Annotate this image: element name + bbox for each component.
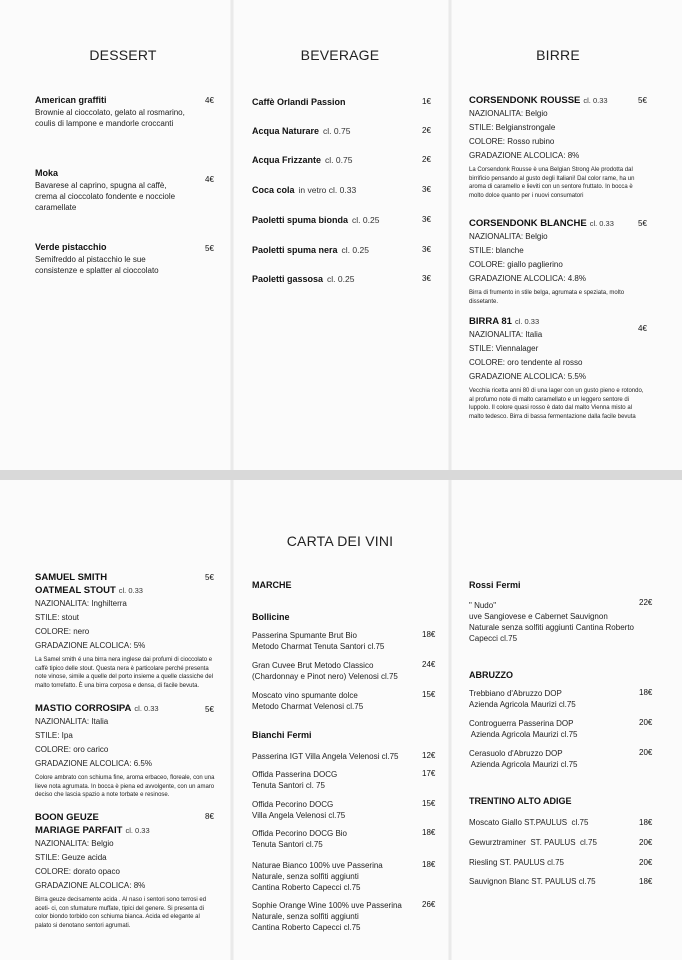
beer-item [469, 315, 647, 421]
beer-name: MASTIO CORROSIPA [35, 703, 132, 714]
beer-size: cl. 0.33 [514, 317, 540, 326]
beer-size: cl. 0.33 [118, 586, 143, 595]
beer-size: cl. 0.33 [583, 96, 608, 105]
wine-detail: Cantina Roberto Capecci cl.75 [252, 883, 361, 892]
wine-name: Gran Cuvee Brut Metodo Classico [252, 661, 374, 670]
item-price: 4€ [205, 96, 214, 105]
beer-size: cl. 0.33 [125, 826, 150, 835]
beer-abv: GRADAZIONE ALCOLICA: 5% [35, 641, 146, 650]
wine-item [252, 769, 427, 791]
item-price: 8€ [205, 812, 214, 821]
wine-item [469, 718, 619, 740]
item-name: Acqua Frizzante [252, 155, 322, 165]
beer-item [469, 217, 647, 306]
wine-item [252, 900, 427, 933]
item-size: cl. 0.75 [325, 155, 353, 165]
beer-nationality: NAZIONALITA: Italia [469, 330, 543, 339]
beer-color: COLORE: oro carico [35, 745, 109, 754]
beer-item [469, 94, 647, 200]
beer-description: Birra di frumento in stile belga, agrumata e speziata, molto dissetante. [469, 290, 625, 305]
item-price: 26€ [422, 900, 436, 909]
item-price: 18€ [639, 688, 653, 697]
item-price: 15€ [422, 799, 436, 808]
beer-nationality: NAZIONALITA: Italia [35, 717, 109, 726]
wine-detail: Tenuta Santori cl.75 [252, 840, 323, 849]
dessert-heading: DESSERT [89, 47, 157, 63]
region-heading-abruzzo: ABRUZZO [469, 670, 513, 680]
item-name: Acqua Naturare [252, 126, 320, 136]
wine-item: Riesling ST. PAULUS cl.75 [469, 858, 564, 867]
item-price: 3€ [422, 215, 431, 224]
beverage-item [252, 96, 350, 109]
beverage-item [252, 214, 379, 227]
wine-item: Sauvignon Blanc ST. PAULUS cl.75 [469, 877, 596, 886]
item-price: 3€ [422, 274, 431, 283]
beer-size: cl. 0.33 [134, 704, 159, 713]
beer-description: La Samel smith é una birra nera inglese dai profumi di cioccolato e caffè tipico delle stout. Questa nera è particolare perché presenta note vinose, simile a quelle del porto insieme a quelle classiche del malto torrefatto. È una birra corposa e densa, di facile bevuta. [35, 657, 214, 689]
wine-detail: Naturale, senza solfiti aggiunti [252, 912, 359, 921]
item-price: 5€ [205, 573, 214, 582]
beer-item [35, 571, 215, 690]
beer-description: Birra geuze decisamente acida . Al naso i sentori sono terrosi ed aceti- ci, con sfumature muffate, tipici del genere. Si presenta di color biondo torbido con schiuma bianca. Acida ed elegante al palato si denotano sentori agrumati. [35, 897, 207, 929]
beer-abv: GRADAZIONE ALCOLICA: 8% [35, 881, 146, 890]
beverage-item [252, 125, 350, 138]
item-price: 1€ [422, 97, 431, 106]
region-heading-trentino: TRENTINO ALTO ADIGE [469, 796, 572, 806]
beverage-item [252, 244, 369, 257]
beer-description: La Corsendonk Rousse è una Belgian Strong Ale prodotta dal birrificio pensando al gusto degli Italiani! Dal color rame, ha un aroma di caramello e lieviti con un sentore fruttato. In bocca è molto dolce quanto per i nuovi consumatori [469, 167, 635, 199]
wine-list-heading: CARTA DEI VINI [286, 533, 394, 549]
item-price: 5€ [638, 219, 647, 228]
item-description: Bavarese al caprino, spugna al caffè, crema al cioccolato fondente e nocciole caramellate [35, 181, 176, 212]
beer-name: BIRRA 81 [469, 316, 512, 327]
beer-name-line [35, 584, 215, 597]
beer-description: Colore ambrato con schiuma fine, aroma erbaceo, floreale, con una lieve nota agrumata. In bocca è piena ed avvolgente, con un amaro deciso che lascia spazio a note torbate e resinose. [35, 775, 215, 798]
wine-producer: Metodo Charmat Tenuta Santori cl.75 [252, 642, 385, 651]
wine-producer: Azienda Agricola Maurizi cl.75 [469, 700, 576, 709]
wine-name: Passerina IGT Villa Angela Velenosi cl.75 [252, 752, 399, 761]
section-heading-bianchi-fermi: Bianchi Fermi [252, 730, 312, 740]
section-heading-bollicine: Bollicine [252, 612, 290, 622]
wine-producer: Naturale senza solfiti aggiunti Cantina Roberto Capecci cl.75 [469, 623, 634, 643]
wine-name: Controguerra Passerina DOP [469, 719, 574, 728]
column-divider [448, 0, 452, 470]
item-price: 18€ [639, 818, 653, 827]
wine-detail: Villa Angela Velenosi cl.75 [252, 811, 346, 820]
wine-name: Moscato vino spumante dolce [252, 691, 358, 700]
item-price: 5€ [205, 705, 214, 714]
beer-nationality: NAZIONALITA: Belgio [35, 839, 114, 848]
wine-item [252, 660, 422, 682]
beer-name-line [35, 824, 215, 837]
item-price: 2€ [422, 126, 431, 135]
beer-color: COLORE: oro tendente al rosso [469, 358, 583, 367]
wine-producer: Azienda Agricola Maurizi cl.75 [469, 730, 578, 739]
item-price: 4€ [205, 175, 214, 184]
column-divider [448, 480, 452, 960]
wine-grapes: uve Sangiovese e Cabernet Sauvignon [469, 612, 608, 621]
item-size: cl. 0.75 [323, 126, 351, 136]
beer-name: CORSENDONK ROUSSE [469, 95, 581, 106]
item-price: 2€ [422, 155, 431, 164]
beer-style: STILE: Geuze acida [35, 853, 107, 862]
beer-name: CORSENDONK BLANCHE [469, 218, 587, 229]
beer-name: BOON GEUZE [35, 812, 99, 823]
wine-item [252, 630, 422, 652]
beer-name: MARIAGE PARFAIT [35, 825, 123, 836]
item-price: 18€ [422, 860, 436, 869]
item-price: 22€ [639, 598, 653, 607]
beer-name-line [469, 94, 647, 107]
item-description: Brownie al cioccolato, gelato al rosmarino, coulis di lampone e mandorle croccanti [35, 108, 185, 128]
beer-name: OATMEAL STOUT [35, 585, 116, 596]
wine-name: Sophie Orange Wine 100% uve Passerina [252, 901, 402, 910]
wine-name: Naturae Bianco 100% uve Passerina [252, 861, 383, 870]
beverage-heading: BEVERAGE [300, 47, 380, 63]
beer-style: STILE: Belgianstrongale [469, 123, 556, 132]
wine-name: Cerasuolo d'Abruzzo DOP [469, 749, 563, 758]
wine-name: Offida Pecorino DOCG [252, 800, 334, 809]
item-name: Verde pistacchio [35, 242, 107, 252]
beer-style: STILE: stout [35, 613, 80, 622]
beer-name-line [35, 702, 215, 715]
beer-name: SAMUEL SMITH [35, 572, 108, 583]
wine-item [469, 600, 649, 644]
beer-nationality: NAZIONALITA: Belgio [469, 232, 548, 241]
item-price: 20€ [639, 718, 653, 727]
dessert-item [35, 167, 185, 213]
beer-description: Vecchia ricetta anni 80 di una lager con un gusto pieno e rotondo, al profumo note di malto caramellato e un leggero sentore di luppolo. Il colore quasi rosso è dato dal malto Vienna misto al malto tedesco. Birra di bassa fermentazione dalla facile bevuta [469, 388, 644, 420]
item-name: Coca cola [252, 185, 295, 195]
birre-heading: BIRRE [536, 47, 580, 63]
item-price: 5€ [205, 244, 214, 253]
wine-item [252, 860, 427, 893]
wine-item [252, 799, 427, 821]
dessert-item [35, 241, 185, 276]
beer-color: COLORE: Rosso rubino [469, 137, 555, 146]
item-price: 17€ [422, 769, 436, 778]
column-divider [230, 0, 234, 470]
wine-producer: Azienda Agricola Maurizi cl.75 [469, 760, 578, 769]
item-price: 20€ [639, 838, 653, 847]
wine-name: " Nudo" [469, 601, 497, 610]
item-price: 18€ [422, 630, 436, 639]
beer-abv: GRADAZIONE ALCOLICA: 4.8% [469, 274, 586, 283]
beer-abv: GRADAZIONE ALCOLICA: 6.5% [35, 759, 152, 768]
item-price: 20€ [639, 858, 653, 867]
beer-color: COLORE: nero [35, 627, 90, 636]
beer-name-line [469, 315, 647, 328]
beverage-item [252, 184, 356, 197]
item-price: 3€ [422, 245, 431, 254]
item-price: 12€ [422, 751, 436, 760]
wine-item [252, 828, 427, 850]
beer-color: COLORE: dorato opaco [35, 867, 120, 876]
beer-color: COLORE: giallo paglierino [469, 260, 563, 269]
beer-item [35, 811, 215, 930]
item-price: 24€ [422, 660, 436, 669]
item-name: Paoletti spuma bionda [252, 215, 349, 225]
beer-nationality: NAZIONALITA: Inghilterra [35, 599, 127, 608]
wine-name: Trebbiano d'Abruzzo DOP [469, 689, 562, 698]
wine-item [469, 688, 619, 710]
item-size: cl. 0.25 [327, 274, 355, 284]
menu-page-2 [0, 480, 682, 960]
item-price: 20€ [639, 748, 653, 757]
menu-page-1 [0, 0, 682, 470]
item-size: in vetro cl. 0.33 [298, 185, 357, 195]
item-price: 4€ [638, 324, 647, 333]
item-price: 18€ [422, 828, 436, 837]
wine-detail: Tenuta Santori cl. 75 [252, 781, 325, 790]
beer-abv: GRADAZIONE ALCOLICA: 8% [469, 151, 580, 160]
beer-size: cl. 0.33 [589, 219, 614, 228]
column-divider [230, 480, 234, 960]
beer-nationality: NAZIONALITA: Belgio [469, 109, 548, 118]
beer-style: STILE: Ipa [35, 731, 73, 740]
beer-item [35, 702, 215, 800]
wine-item: Moscato Giallo ST.PAULUS cl.75 [469, 818, 589, 827]
item-price: 3€ [422, 185, 431, 194]
item-price: 5€ [638, 96, 647, 105]
wine-name: Offida Pecorino DOCG Bio [252, 829, 348, 838]
item-name: Paoletti spuma nera [252, 245, 338, 255]
beer-style: STILE: blanche [469, 246, 524, 255]
item-name: Caffè Orlandi Passion [252, 97, 346, 107]
section-heading-rossi-fermi: Rossi Fermi [469, 580, 521, 590]
wine-name: Offida Passerina DOCG [252, 770, 338, 779]
wine-producer: (Chardonnay e Pinot nero) Velenosi cl.75 [252, 672, 398, 681]
wine-item: Gewurztraminer ST. PAULUS cl.75 [469, 838, 597, 847]
region-heading-marche: MARCHE [252, 580, 292, 590]
wine-item [469, 748, 619, 770]
beer-name-line [469, 217, 647, 230]
item-size: cl. 0.25 [341, 245, 369, 255]
item-name: Paoletti gassosa [252, 274, 324, 284]
wine-detail: Cantina Roberto Capecci cl.75 [252, 923, 361, 932]
wine-item [252, 690, 422, 712]
beverage-item [252, 273, 354, 286]
beverage-item [252, 154, 352, 167]
item-name: American graffiti [35, 95, 107, 105]
beer-style: STILE: Viennalager [469, 344, 539, 353]
wine-producer: Metodo Charmat Velenosi cl.75 [252, 702, 364, 711]
item-price: 15€ [422, 690, 436, 699]
item-price: 18€ [639, 877, 653, 886]
wine-name: Passerina Spumante Brut Bio [252, 631, 357, 640]
item-description: Semifreddo al pistacchio le sue consistenze e splatter al cioccolato [35, 255, 159, 275]
wine-item [252, 751, 427, 762]
dessert-item [35, 94, 185, 129]
beer-abv: GRADAZIONE ALCOLICA: 5.5% [469, 372, 586, 381]
wine-detail: Naturale, senza solfiti aggiunti [252, 872, 359, 881]
item-size: cl. 0.25 [352, 215, 380, 225]
item-name: Moka [35, 168, 59, 178]
